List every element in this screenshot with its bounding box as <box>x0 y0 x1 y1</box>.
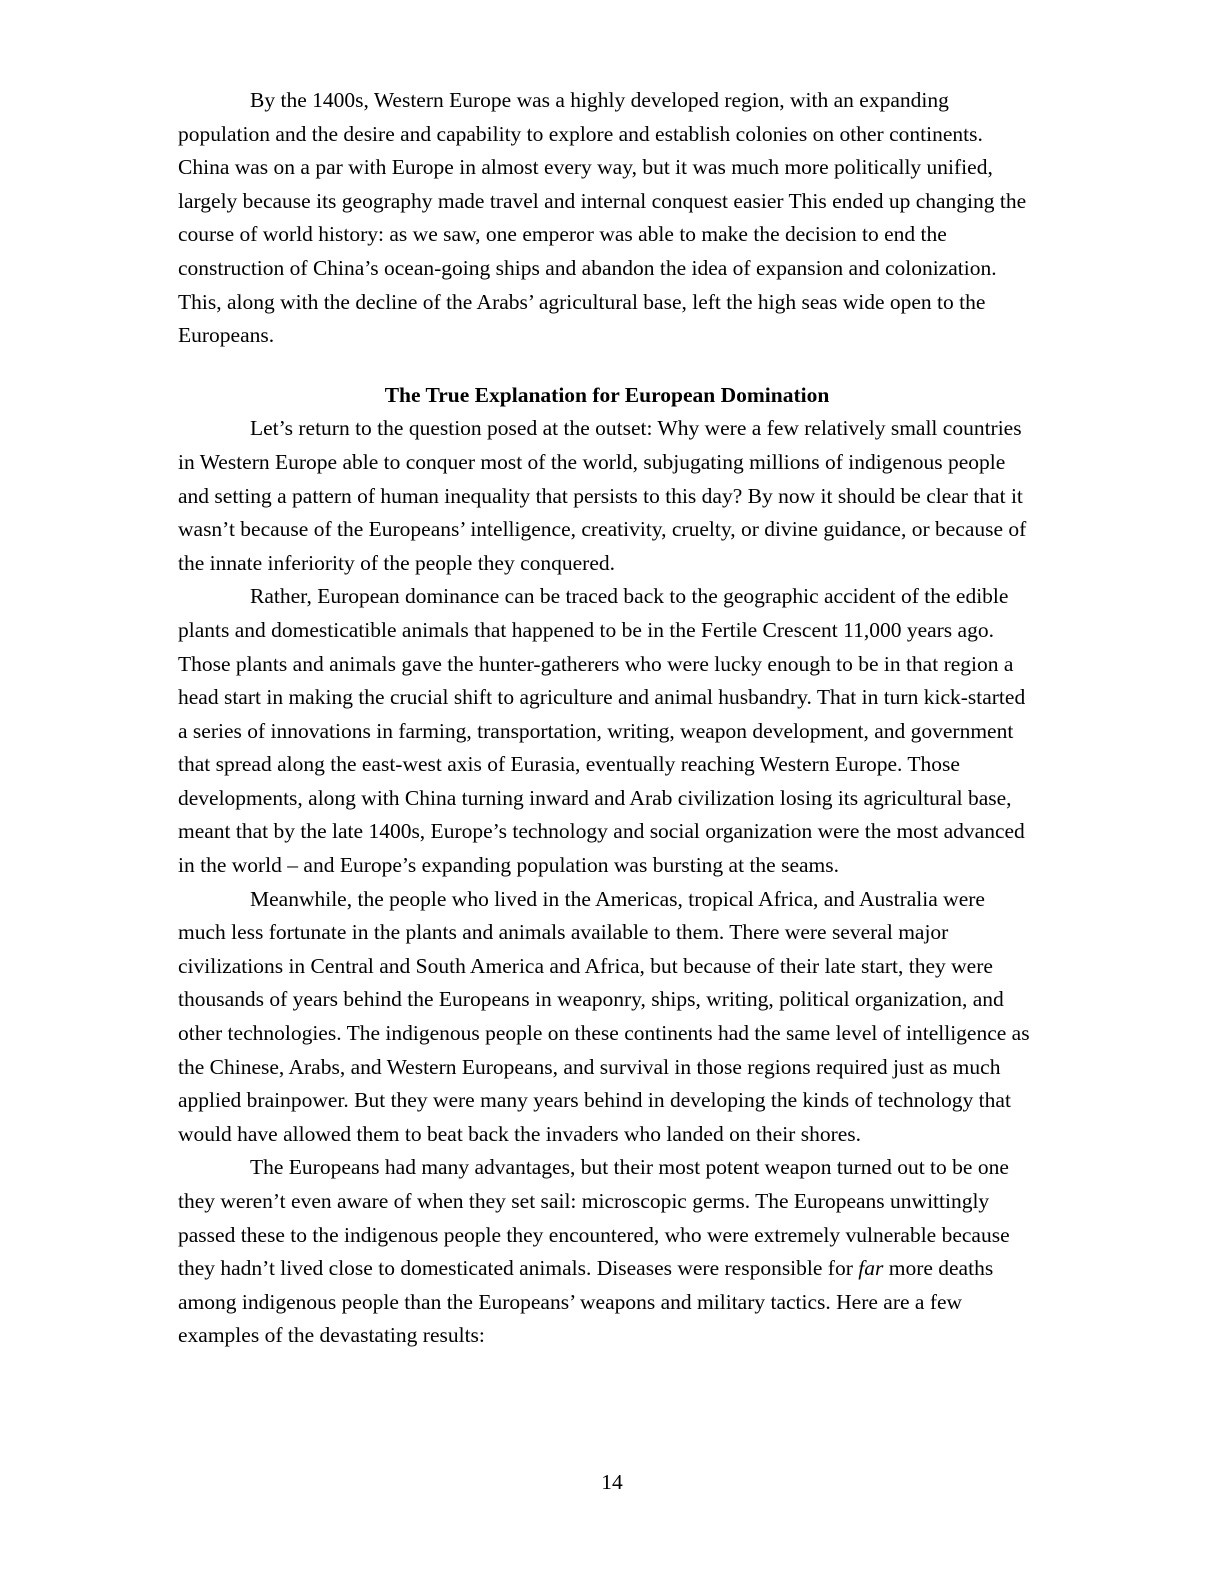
paragraph-5-text-end: more deaths among indigenous people than the Europeans’ weapons and military tactics. Here are a few examples of the devastating results: <box>178 1256 994 1348</box>
section-heading: The True Explanation for European Domination <box>384 382 830 407</box>
paragraph-3: Rather, European dominance can be traced back to the geographic accident of the edible plants and domesticatible animals that happened to be in the Fertile Crescent 11,000 years ago. Those plants and animals gave the hunter-gatherers who were lucky enough to be in that region a head start in making the crucial shift to agriculture and animal husbandry. That in turn kick-started a series of innovations in farming, transportation, writing, weapon development, and government that spread along the east-west axis of Eurasia, eventually reaching Western Europe. Those developments, along with China turning inward and Arab civilization losing its agricultural base, meant that by the late 1400s, Europe’s technology and social organization were the most advanced in the world – and Europe’s expanding population was bursting at the seams. <box>178 584 1026 878</box>
paragraph-5-text-start: The Europeans had many advantages, but their most potent weapon turned out to be one they weren’t even aware of when they set sail: microscopic germs. The Europeans unwittingly passed these to the indigenous people they encountered, who were extremely vulnerable because they hadn’t lived close to domesticated animals. Diseases were responsible for <box>178 1155 1010 1281</box>
paragraph-4: Meanwhile, the people who lived in the Americas, tropical Africa, and Australia were much less fortunate in the plants and animals available to them. There were several major civilizations in Central and South America and Africa, but because of their late start, they were thousands of years behind the Europeans in weaponry, ships, writing, political organization, and other technologies. The indigenous people on these continents had the same level of intelligence as the Chinese, Arabs, and Western Europeans, and survival in those regions required just as much applied brainpower. But they were many years behind in developing the kinds of technology that would have allowed them to beat back the invaders who landed on their shores. <box>178 886 1030 1146</box>
paragraph-5 <box>178 1151 1036 1353</box>
document-page <box>178 84 1036 1353</box>
paragraph-5-emphasis: far <box>858 1256 884 1281</box>
paragraph-1: By the 1400s, Western Europe was a highly developed region, with an expanding population and the desire and capability to explore and establish colonies on other continents. China was on a par with Europe in almost every way, but it was much more politically unified, largely because its geography made travel and internal conquest easier This ended up changing the course of world history: as we saw, one emperor was able to make the decision to end the construction of China’s ocean-going ships and abandon the idea of expansion and colonization. This, along with the decline of the Arabs’ agricultural base, left the high seas wide open to the Europeans. <box>178 88 1027 348</box>
page-number: 14 <box>601 1470 623 1494</box>
paragraph-2: Let’s return to the question posed at the outset: Why were a few relatively small countries in Western Europe able to conquer most of the world, subjugating millions of indigenous people and setting a pattern of human inequality that persists to this day? By now it should be clear that it wasn’t because of the Europeans’ intelligence, creativity, cruelty, or divine guidance, or because of the innate inferiority of the people they conquered. <box>178 416 1027 575</box>
